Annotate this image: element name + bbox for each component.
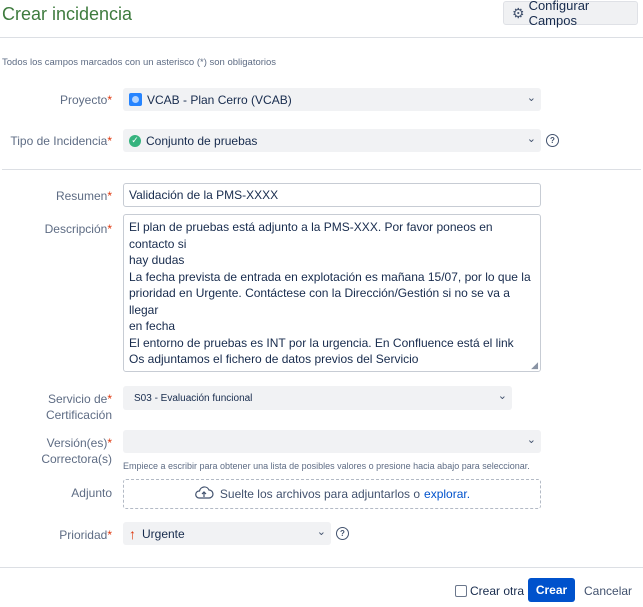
footer-divider	[0, 567, 643, 568]
header-divider	[0, 37, 643, 38]
description-label: Descripción*	[44, 222, 112, 236]
project-select[interactable]	[123, 88, 541, 111]
attachment-label: Adjunto	[71, 486, 112, 500]
priority-select[interactable]	[123, 522, 331, 545]
service-value: S03 - Evaluación funcional	[134, 392, 253, 404]
dialog-title: Crear incidencia	[2, 4, 133, 24]
description-line: El entorno de pruebas es INT por la urgencia. En Confluence está el link	[129, 335, 514, 350]
create-another-toggle[interactable]	[455, 584, 524, 598]
section-divider	[2, 169, 641, 170]
chevron-down-icon: ⌄	[526, 434, 536, 446]
cloud-upload-icon	[194, 486, 214, 503]
configure-fields-label: Configurar Campos	[528, 0, 590, 28]
configure-fields-button[interactable]	[503, 0, 638, 28]
create-another-checkbox[interactable]	[455, 585, 467, 597]
chevron-down-icon: ⌄	[497, 390, 507, 402]
priority-value: Urgente	[142, 526, 185, 541]
project-value: VCAB - Plan Cerro (VCAB)	[147, 92, 292, 107]
arrow-up-icon: ↑	[129, 525, 136, 542]
issue-type-label: Tipo de Incidencia*	[10, 134, 112, 148]
fix-version-select[interactable]	[123, 430, 541, 453]
create-another-label: Crear otra	[470, 584, 525, 598]
check-circle-icon: ✓	[129, 135, 141, 147]
chevron-down-icon: ⌄	[316, 526, 326, 538]
description-line: La fecha prevista de entrada en explotación es mañana 15/07, por lo que la	[129, 269, 531, 284]
issue-type-select[interactable]	[123, 129, 541, 152]
priority-label: Prioridad*	[59, 528, 112, 542]
project-label: Proyecto*	[59, 93, 112, 107]
resize-handle-icon[interactable]: ◢	[531, 360, 538, 370]
fix-version-hint: Empiece a escribir para obtener una lista de posibles valores o presione hacia abajo para seleccionar.	[123, 461, 530, 471]
browse-link[interactable]: explorar.	[424, 487, 471, 501]
service-select[interactable]	[123, 386, 512, 410]
help-icon[interactable]: ?	[336, 527, 349, 540]
chevron-down-icon: ⌄	[526, 133, 536, 145]
attachment-dropzone[interactable]	[123, 479, 541, 509]
description-line: Os adjuntamos el fichero de datos previos del Servicio	[129, 352, 419, 366]
issue-type-value: Conjunto de pruebas	[146, 133, 258, 148]
required-note: Todos los campos marcados con un asterisco (*) son obligatorios	[2, 57, 277, 68]
chevron-down-icon: ⌄	[526, 92, 536, 104]
help-icon[interactable]: ?	[546, 134, 559, 147]
project-avatar-icon	[129, 93, 142, 106]
attachment-drop-text: Suelte los archivos para adjuntarlos o	[219, 487, 421, 501]
description-line: hay dudas	[129, 253, 185, 267]
summary-label: Resumen*	[55, 189, 112, 203]
description-line: prioridad en Urgente. Contáctese con la Dirección/Gestión si no se va a llegar	[129, 286, 510, 317]
summary-input[interactable]	[123, 183, 541, 207]
description-line: en fecha	[129, 319, 176, 333]
description-textarea[interactable]	[123, 214, 541, 372]
create-button[interactable]: Crear	[528, 578, 575, 602]
fix-version-label: Versión(es)* Correctora(s)	[41, 436, 112, 466]
gear-icon: ⚙	[512, 4, 525, 21]
service-label: Servicio de* Certificación	[45, 392, 112, 422]
description-line: El plan de pruebas está adjunto a la PMS-XXX. Por favor poneos en contacto si	[129, 220, 493, 251]
cancel-button[interactable]: Cancelar	[584, 584, 633, 598]
summary-value: Validación de la PMS-XXXX	[129, 188, 279, 202]
